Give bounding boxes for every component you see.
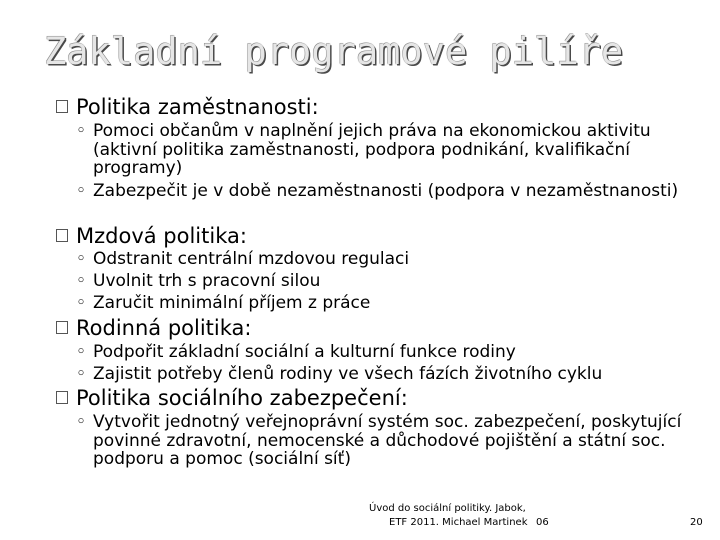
circle-bullet-icon: ◦ <box>76 364 87 384</box>
list-item <box>76 413 696 469</box>
list-item-text: Zajistit potřeby členů rodiny ve všech fázích životního cyklu <box>93 364 603 384</box>
circle-bullet-icon: ◦ <box>76 271 87 291</box>
list-item-text: Uvolnit trh s pracovní silou <box>93 271 321 291</box>
list-item <box>76 365 696 384</box>
list-item <box>76 182 696 201</box>
footer-author-line: ETF 2011. Michael Martinek <box>389 517 528 528</box>
checkbox-bullet-icon <box>56 321 68 334</box>
section-heading-family <box>56 316 251 340</box>
list-item-text: Podpořit základní sociální a kulturní funkce rodiny <box>93 342 516 362</box>
footer-course-line: Úvod do sociální politiky. Jabok, <box>369 503 526 514</box>
section-heading-text: Rodinná politika: <box>76 316 252 340</box>
slide-title: Základní programové pilíře <box>44 30 624 73</box>
section-heading-text: Politika zaměstnanosti: <box>76 95 319 119</box>
checkbox-bullet-icon <box>56 229 68 242</box>
list-item <box>76 272 696 291</box>
list-item-text: Vytvořit jednotný veřejnoprávní systém soc. zabezpečení, poskytující povinné zdravotní, nemocenské a důchodové pojištění a státní soc. podporu a pomoc (sociální síť) <box>93 412 682 469</box>
circle-bullet-icon: ◦ <box>76 342 87 362</box>
list-item-text: Odstranit centrální mzdovou regulaci <box>93 249 410 269</box>
section-heading-social-security <box>56 386 408 410</box>
circle-bullet-icon: ◦ <box>76 412 87 432</box>
list-item-text: Pomoci občanům v naplnění jejich práva na ekonomickou aktivitu (aktivní politika zaměstnanosti, podpora podnikání, kvalifikační programy) <box>93 121 651 178</box>
list-item <box>76 343 696 362</box>
circle-bullet-icon: ◦ <box>76 181 87 201</box>
list-item <box>76 294 696 313</box>
circle-bullet-icon: ◦ <box>76 249 87 269</box>
checkbox-bullet-icon <box>56 391 68 404</box>
circle-bullet-icon: ◦ <box>76 121 87 141</box>
list-item <box>76 250 696 269</box>
circle-bullet-icon: ◦ <box>76 293 87 313</box>
footer-code: 06 <box>536 517 549 528</box>
list-item <box>76 122 696 178</box>
section-heading-text: Mzdová politika: <box>76 224 247 248</box>
section-heading-text: Politika sociálního zabezpečení: <box>76 386 408 410</box>
section-heading-wage <box>56 224 247 248</box>
list-item-text: Zabezpečit je v době nezaměstnanosti (podpora v nezaměstnanosti) <box>93 181 679 201</box>
list-item-text: Zaručit minimální příjem z práce <box>93 293 371 313</box>
checkbox-bullet-icon <box>56 100 68 113</box>
page-number: 20 <box>690 517 703 528</box>
section-heading-employment <box>56 95 319 119</box>
